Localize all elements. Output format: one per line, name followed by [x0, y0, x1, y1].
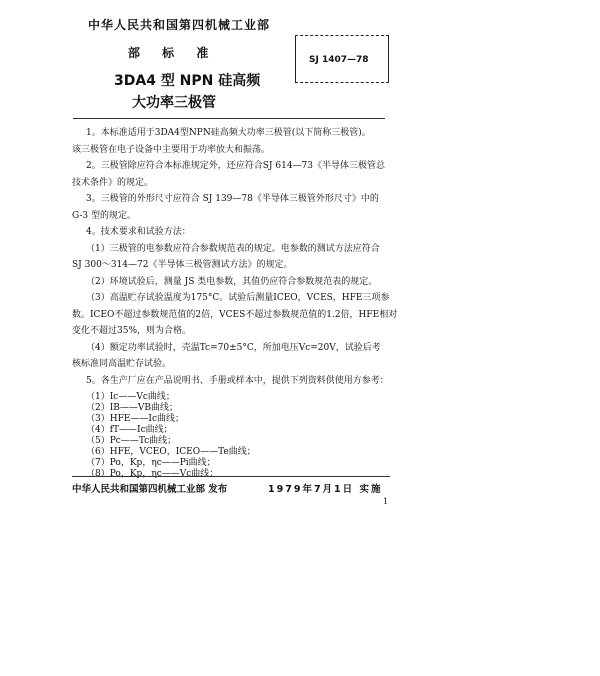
body-line: （5）Pc——Tc曲线； — [86, 436, 177, 446]
body-line: 5。各生产厂应在产品说明书、手册或样本中，提供下列资料供使用方参考： — [86, 376, 389, 386]
ministry-name: 中华人民共和国第四机械工业部 — [88, 18, 271, 32]
standard-code: SJ 1407—78 — [309, 55, 369, 65]
body-line: 4。技术要求和试验方法： — [86, 227, 191, 237]
body-line: 2。三极管除应符合本标准规定外，还应符合SJ 614—73《半导体三极管总 — [86, 161, 385, 171]
body-line: 数。ICEO不超过参数规范值的2倍，VCES不超过参数规范值的1.2倍，HFE相对 — [72, 310, 398, 320]
title-line-2: 大功率三极管 — [132, 95, 216, 111]
body-line: 3。三极管的外形尺寸应符合 SJ 139—78《半导体三极管外形尺寸》中的 — [86, 194, 379, 204]
body-line: （3）HFE——Ic曲线； — [86, 414, 184, 424]
body-line: （2）IB——VB曲线； — [86, 403, 179, 413]
top-divider — [73, 118, 385, 119]
body-line: （7）Po，Kp，ηc——Pi曲线； — [86, 458, 216, 468]
body-line: 该三极管在电子设备中主要用于功率放大和振荡。 — [72, 145, 271, 155]
body-line: （2）环境试验后，测量 JS 类电参数，其值仍应符合参数规范表的规定。 — [86, 277, 378, 287]
body-line: SJ 300～314—72《半导体三极管测试方法》的规定。 — [72, 260, 293, 270]
body-line: （1）三极管的电参数应符合参数规范表的规定。电参数的测试方法应符合 — [86, 244, 380, 254]
standard-type: 部 标 准 — [128, 46, 209, 60]
body-line: （4）fT——Ic曲线； — [86, 425, 173, 435]
body-line: 核标准同高温贮存试验。 — [72, 359, 172, 369]
body-line: （1）Ic——Vc曲线； — [86, 392, 175, 402]
title-line-1: 3DA4 型 NPN 硅高频 — [114, 73, 261, 89]
body-line: 1。本标准适用于3DA4型NPN硅高频大功率三极管(以下简称三极管)。 — [86, 128, 371, 138]
page-number: 1 — [383, 497, 389, 506]
effective-date: 1979年7月1日 实施 — [268, 484, 383, 495]
body-line: 技术条件》的规定。 — [72, 178, 154, 188]
body-line: （3）高温贮存试验温度为175°C。试验后测量ICEO，VCES，HFE三项参 — [86, 293, 390, 303]
body-line: （4）额定功率试验时，壳温Tc=70±5°C，所加电压Vc=20V，试验后考 — [86, 343, 381, 353]
bottom-divider — [72, 476, 390, 477]
body-line: （6）HFE，VCEO，ICEO——Te曲线； — [86, 447, 256, 457]
body-line: 变化不超过35%，则为合格。 — [72, 326, 192, 336]
body-line: （8）Po，Kp，ηc——Vc曲线； — [86, 469, 219, 479]
body-line: G-3 型的规定。 — [72, 211, 136, 221]
issuer: 中华人民共和国第四机械工业部 发布 — [72, 484, 228, 495]
